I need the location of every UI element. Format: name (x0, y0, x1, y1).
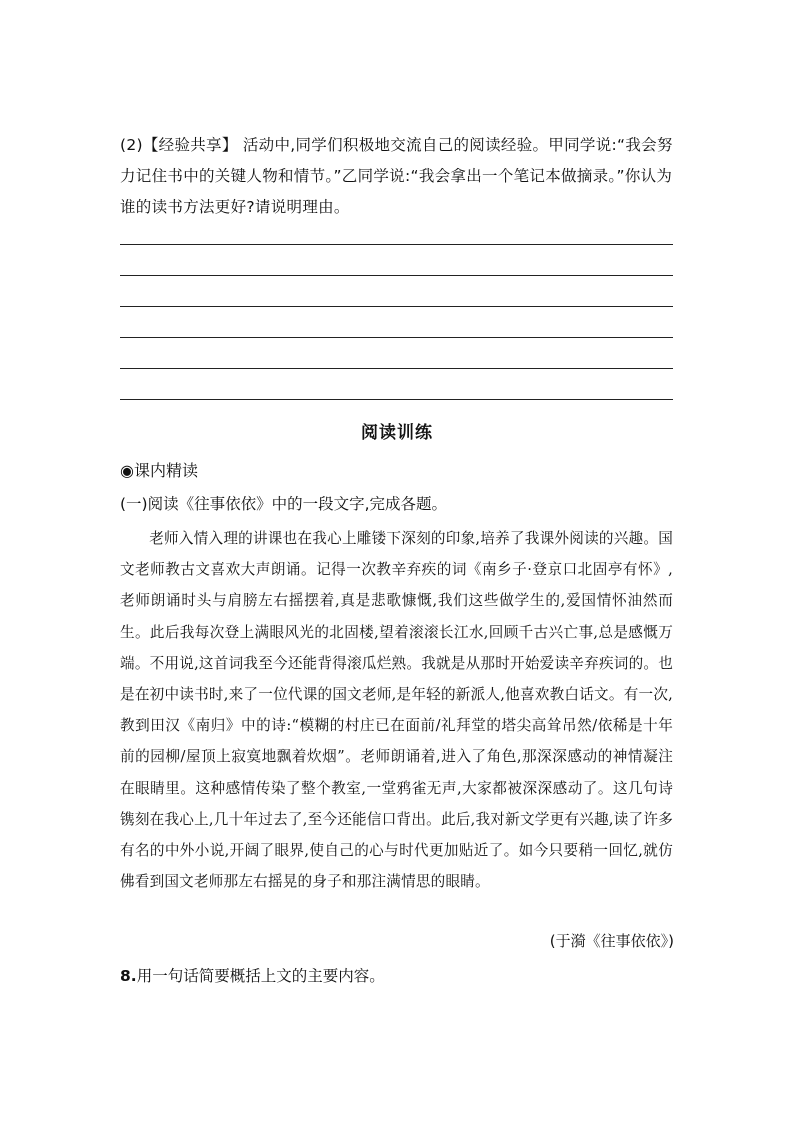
reading-passage: 老师入情入理的讲课也在我心上雕镂下深刻的印象,培养了我课外阅读的兴趣。国文老师教古文喜欢大声朗诵。记得一次教辛弃疾的词《南乡子·登京口北固亭有怀》,老师朗诵时头与肩膀左右摇摆着,真是悲歌慷慨,我们这些做学生的,爱国情怀油然而生。此后我每次登上满眼风光的北固楼,望着滚滚长江水,回顾千古兴亡事,总是感慨万端。不用说,这首词我至今还能背得滚瓜烂熟。我就是从那时开始爱读辛弃疾词的。也是在初中读书时,来了一位代课的国文老师,是年轻的新派人,他喜欢教白话文。有一次,教到田汉《南归》中的诗:“模糊的村庄已在面前/礼拜堂的塔尖高耸吊然/依稀是十年前的园柳/屋顶上寂寞地飘着炊烟”。老师朗诵着,进入了角色,那深深感动的神情凝注在眼睛里。这种感情传染了整个教室,一堂鸦雀无声,大家都被深深感动了。这几句诗镌刻在我心上,几十年过去了,至今还能信口背出。此后,我对新文学更有兴趣,读了许多有名的中外小说,开阔了眼界,使自己的心与时代更加贴近了。如今只要稍一回忆,就仿佛看到国文老师那左右摇晃的身子和那注满情思的眼睛。 (120, 530, 673, 891)
reading-instruction: (一)阅读《往事依依》中的一段文字,完成各题。 (120, 495, 448, 513)
answer-line (120, 399, 673, 400)
section-subheading: ◉课内精读 (120, 461, 198, 480)
answer-line (120, 337, 673, 338)
answer-line (120, 306, 673, 307)
question-2-text: (2)【经验共享】 活动中,同学们积极地交流自己的阅读经验。甲同学说:“我会努力记住书中的关键人物和情节。”乙同学说:“我会拿出一个笔记本做摘录。”你认为谁的读书方法更好?请说明理由。 (120, 136, 673, 216)
answer-line (120, 368, 673, 369)
question-8 (120, 964, 385, 986)
question-8-number: 8. (120, 967, 137, 985)
answer-line (120, 275, 673, 276)
passage-source: (于漪《往事依依》) (549, 932, 674, 950)
question-8-text: 用一句话简要概括上文的主要内容。 (136, 967, 385, 985)
section-title: 阅读训练 (361, 423, 433, 443)
answer-line (120, 244, 673, 245)
